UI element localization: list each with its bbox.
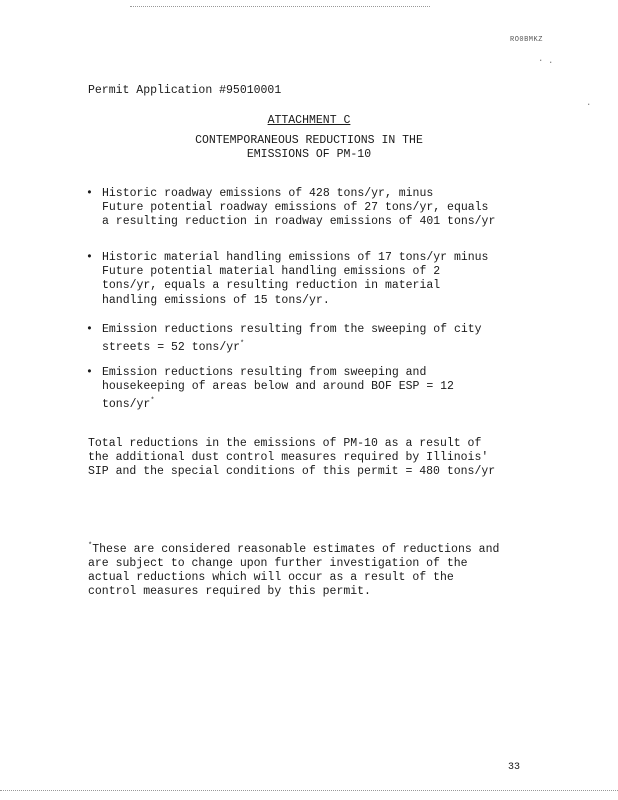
list-item-bof-esp	[86, 366, 526, 412]
footnote-marker: *	[88, 542, 93, 550]
list-item-text: Historic roadway emissions of 428 tons/yr, minus Future potential roadway emissions of 27 tons/yr, equals a resulting reduction in roadway emissions of 401 tons/yr	[102, 187, 496, 229]
list-item-street-sweeping	[86, 323, 526, 355]
scan-speck: ·	[586, 100, 592, 110]
footnote-text: These are considered reasonable estimates of reductions and are subject to change upon further investigation of the actual reductions which will occur as a result of the control measures required by this permit.	[88, 542, 500, 599]
section-title-line-1: CONTEMPORANEOUS REDUCTIONS IN THE	[195, 134, 423, 147]
scan-noise-bottom	[0, 790, 618, 791]
section-title	[0, 134, 618, 162]
list-item-text: Emission reductions resulting from sweeping and housekeeping of areas below and around BOF ESP = 12 tons/yr	[102, 366, 454, 412]
list-item-material-handling	[86, 251, 526, 308]
attachment-heading	[0, 114, 618, 127]
total-reductions-paragraph: Total reductions in the emissions of PM-10 as a result of the additional dust control measures required by Illinois' SIP and the special conditions of this permit = 480 tons/yr	[88, 437, 496, 479]
attachment-label: ATTACHMENT C	[267, 114, 351, 127]
footnote-ref: *	[150, 397, 155, 406]
bullet-icon: •	[86, 366, 93, 379]
page-number: 33	[508, 762, 521, 773]
bullet-icon: •	[86, 251, 93, 264]
scan-speck: ·	[538, 56, 544, 66]
list-item-roadway	[86, 187, 526, 230]
list-item-text: Historic material handling emissions of 17 tons/yr minus Future potential material handling emissions of 2 tons/yr, equals a resulting reduction in material handling emissions of 15 tons/yr.	[102, 251, 489, 307]
list-item-text: Emission reductions resulting from the sweeping of city streets = 52 tons/yr	[102, 323, 482, 355]
scan-speck: ·	[548, 58, 554, 68]
scan-noise-top	[130, 6, 430, 7]
footnote-ref: *	[240, 340, 245, 349]
section-title-line-2: EMISSIONS OF PM-10	[246, 148, 372, 161]
document-id: RO0BMKZ	[510, 36, 543, 44]
permit-application-line: Permit Application #95010001	[88, 84, 282, 97]
bullet-icon: •	[86, 187, 93, 200]
footnote	[88, 539, 528, 600]
bullet-icon: •	[86, 323, 93, 336]
